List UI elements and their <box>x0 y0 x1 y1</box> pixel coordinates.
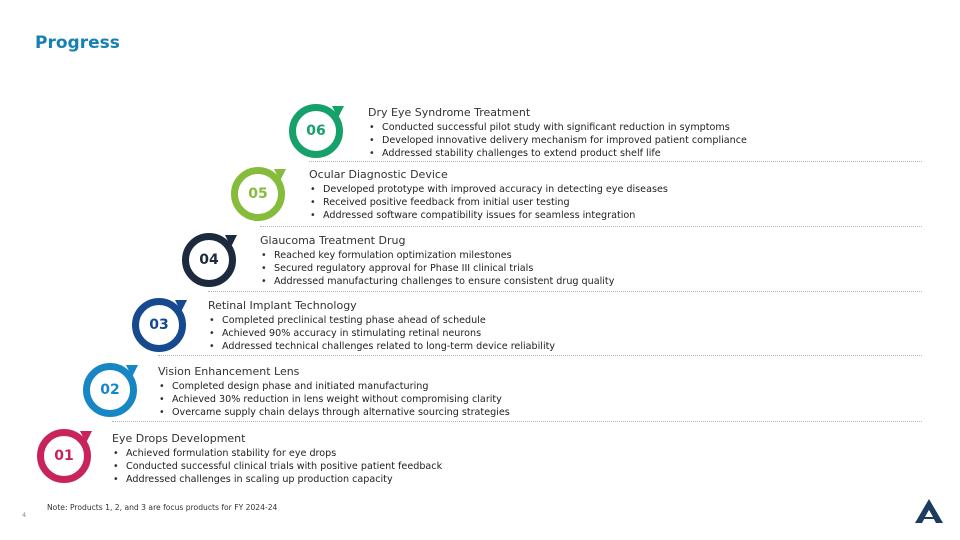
bullet-item: • Addressed manufacturing challenges to ensure consistent drug quality <box>260 275 614 288</box>
bullet-item: • Secured regulatory approval for Phase III clinical trials <box>260 262 614 275</box>
step-badge-05 <box>229 165 287 223</box>
step-content-03 <box>208 299 555 354</box>
step-bullets <box>309 183 668 223</box>
step-title: Vision Enhancement Lens <box>158 365 300 378</box>
bullet-item: • Developed prototype with improved accuracy in detecting eye diseases <box>309 183 668 196</box>
step-bullets <box>260 249 614 289</box>
step-number: 02 <box>100 382 120 398</box>
bullet-item: • Completed preclinical testing phase ahead of schedule <box>208 314 555 327</box>
page-number: 4 <box>22 511 27 519</box>
bullet-item: • Received positive feedback from initial user testing <box>309 196 668 209</box>
step-title: Dry Eye Syndrome Treatment <box>368 106 531 119</box>
step-bullets <box>368 121 747 161</box>
step-divider <box>158 355 922 356</box>
step-content-04 <box>260 234 614 289</box>
step-divider <box>112 421 922 422</box>
step-badge-01 <box>35 427 93 485</box>
bullet-item: • Conducted successful clinical trials with positive patient feedback <box>112 460 442 473</box>
bullet-item: • Addressed technical challenges related to long-term device reliability <box>208 340 555 353</box>
bullet-item: • Addressed software compatibility issues for seamless integration <box>309 209 668 222</box>
step-title: Eye Drops Development <box>112 432 246 445</box>
step-content-01 <box>112 432 442 487</box>
bullet-item: • Achieved 90% accuracy in stimulating retinal neurons <box>208 327 555 340</box>
bullet-item: • Conducted successful pilot study with significant reduction in symptoms <box>368 121 747 134</box>
step-number: 06 <box>306 123 326 139</box>
company-triangle-logo-icon <box>914 498 944 524</box>
step-content-05 <box>309 168 668 223</box>
step-bullets <box>208 314 555 354</box>
step-badge-03 <box>130 296 188 354</box>
bullet-item: • Reached key formulation optimization milestones <box>260 249 614 262</box>
page-title: Progress <box>35 33 120 53</box>
step-divider <box>208 291 922 292</box>
step-number: 05 <box>248 186 268 202</box>
bullet-item: • Addressed challenges in scaling up production capacity <box>112 473 442 486</box>
bullet-item: • Completed design phase and initiated manufacturing <box>158 380 510 393</box>
step-number: 01 <box>54 448 74 464</box>
step-content-02 <box>158 365 510 420</box>
footnote: Note: Products 1, 2, and 3 are focus products for FY 2024-24 <box>47 503 278 512</box>
step-badge-04 <box>180 231 238 289</box>
step-bullets <box>112 447 442 487</box>
bullet-item: • Addressed stability challenges to extend product shelf life <box>368 147 747 160</box>
step-number: 04 <box>199 252 219 268</box>
step-title: Ocular Diagnostic Device <box>309 168 448 181</box>
bullet-item: • Achieved formulation stability for eye drops <box>112 447 442 460</box>
step-number: 03 <box>149 317 169 333</box>
step-badge-06 <box>287 102 345 160</box>
bullet-item: • Developed innovative delivery mechanism for improved patient compliance <box>368 134 747 147</box>
step-divider <box>309 161 922 162</box>
step-content-06 <box>368 106 747 161</box>
bullet-item: • Achieved 30% reduction in lens weight without compromising clarity <box>158 393 510 406</box>
step-bullets <box>158 380 510 420</box>
bullet-item: • Overcame supply chain delays through alternative sourcing strategies <box>158 406 510 419</box>
step-title: Glaucoma Treatment Drug <box>260 234 406 247</box>
step-divider <box>260 226 922 227</box>
step-badge-02 <box>81 361 139 419</box>
step-title: Retinal Implant Technology <box>208 299 357 312</box>
